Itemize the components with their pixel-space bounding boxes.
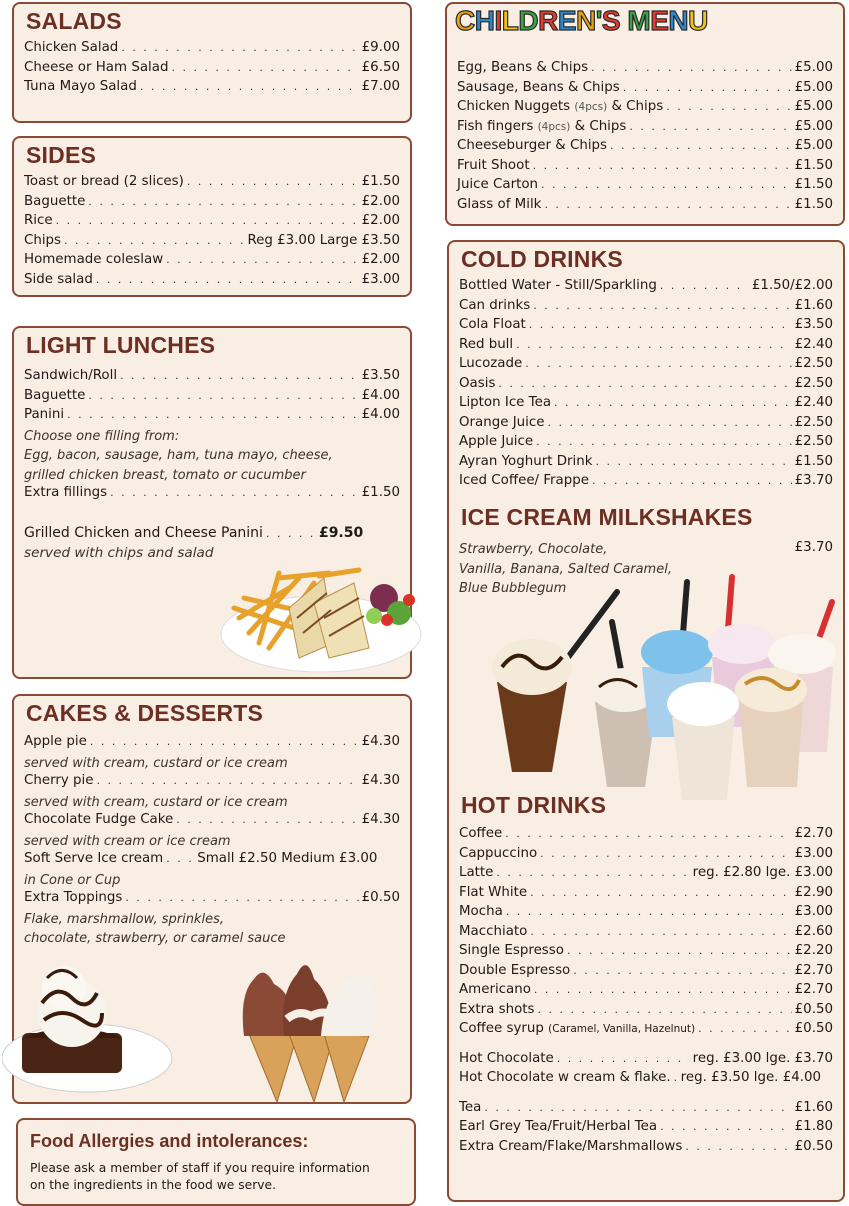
title-letter: ' — [595, 5, 602, 36]
menu-row: Sausage, Beans & Chips . . . £5.00 — [457, 80, 833, 100]
menu-row: Coffee . . . £2.70 — [459, 826, 833, 846]
light-lunches-list — [24, 368, 400, 564]
flavour-line: Vanilla, Banana, Salted Caramel, — [459, 561, 672, 577]
cakes-title: CAKES & DESSERTS — [26, 700, 264, 726]
menu-row: Fruit Shoot . . . £1.50 — [457, 158, 833, 178]
hot-drinks-title: HOT DRINKS — [461, 792, 607, 818]
milkshakes-title: ICE CREAM MILKSHAKES — [461, 504, 753, 530]
cold-drinks-list — [459, 278, 833, 493]
menu-row: Cappuccino . . . £3.00 — [459, 846, 833, 866]
menu-row: Double Espresso . . . £2.70 — [459, 963, 833, 983]
menu-row: Chips . . . Reg £3.00 Large £3.50 — [24, 233, 400, 253]
menu-row: Extra Cream/Flake/Marshmallows . . . £0.50 — [459, 1139, 833, 1159]
menu-row: Apple Juice . . . £2.50 — [459, 434, 833, 454]
milkshake-price: £3.70 — [794, 540, 833, 555]
menu-row: Hot Chocolate . . . reg. £3.00 lge. £3.70 — [459, 1051, 833, 1071]
menu-row: Bottled Water - Still/Sparkling . . . £1.50/£2.00 — [459, 278, 833, 298]
allergy-title: Food Allergies and intolerances: — [30, 1131, 309, 1151]
sides-list — [24, 174, 400, 291]
menu-row: Glass of Milk . . . £1.50 — [457, 197, 833, 217]
title-letter: I — [494, 5, 502, 36]
menu-row: Latte . . . reg. £2.80 lge. £3.00 — [459, 865, 833, 885]
flavour-line: Strawberry, Chocolate, — [459, 542, 608, 557]
menu-row: Chocolate Fudge Cake . . . £4.30 — [24, 812, 400, 832]
menu-row: Panini . . . £4.00 — [24, 407, 400, 427]
title-letter: H — [474, 5, 495, 36]
title-letter: L — [501, 5, 519, 36]
salads-title: SALADS — [26, 8, 122, 34]
special-note: served with chips and salad — [24, 545, 214, 561]
hot-drinks-list — [459, 826, 833, 1158]
menu-row: Grilled Chicken and Cheese Panini . . . £9.50 — [24, 525, 400, 545]
title-letter: E — [557, 5, 577, 36]
menu-row: Baguette . . . £2.00 — [24, 194, 400, 214]
menu-row: Sandwich/Roll . . . £3.50 — [24, 368, 400, 388]
menu-row: Toast or bread (2 slices) . . . £1.50 — [24, 174, 400, 194]
menu-row: Side salad . . . £3.00 — [24, 272, 400, 292]
menu-row: Rice . . . £2.00 — [24, 213, 400, 233]
childrens-menu-title — [455, 5, 708, 37]
menu-row: Ayran Yoghurt Drink . . . £1.50 — [459, 454, 833, 474]
sides-title: SIDES — [26, 142, 97, 168]
menu-row: Americano . . . £2.70 — [459, 982, 833, 1002]
salads-panel — [12, 2, 412, 123]
menu-row: Apple pie . . . £4.30 — [24, 734, 400, 754]
menu-row: Cola Float . . . £3.50 — [459, 317, 833, 337]
menu-row: Lipton Ice Tea . . . £2.40 — [459, 395, 833, 415]
menu-row: Juice Carton . . . £1.50 — [457, 177, 833, 197]
menu-row: Extra Toppings . . . £0.50 — [24, 890, 400, 910]
menu-row: Can drinks . . . £1.60 — [459, 298, 833, 318]
menu-row: Macchiato . . . £2.60 — [459, 924, 833, 944]
title-letter: S — [601, 5, 621, 36]
menu-row: Extra fillings . . . £1.50 — [24, 485, 400, 505]
title-letter: N — [668, 5, 689, 36]
light-lunches-title: LIGHT LUNCHES — [26, 332, 216, 358]
menu-row: Single Espresso . . . £2.20 — [459, 943, 833, 963]
childrens-menu-panel — [445, 2, 845, 226]
menu-row: Lucozade . . . £2.50 — [459, 356, 833, 376]
menu-row: Earl Grey Tea/Fruit/Herbal Tea . . . £1.80 — [459, 1119, 833, 1139]
cold-drinks-title: COLD DRINKS — [461, 246, 623, 272]
item-note: served with cream, custard or ice cream — [24, 755, 288, 771]
flavour-line: Blue Bubblegum — [459, 581, 567, 596]
menu-row: Red bull . . . £2.40 — [459, 337, 833, 357]
cakes-panel — [12, 694, 412, 1104]
menu-row: Soft Serve Ice cream . . . Small £2.50 Medium £3.00 — [24, 851, 400, 871]
menu-row: Flat White . . . £2.90 — [459, 885, 833, 905]
brownie-sundae-image — [2, 958, 177, 1098]
filling-note: Egg, bacon, sausage, ham, tuna mayo, cheese, — [24, 448, 333, 463]
ice-cream-cones-image — [219, 954, 394, 1104]
menu-row: Homemade coleslaw . . . £2.00 — [24, 252, 400, 272]
item-note: in Cone or Cup — [24, 872, 121, 888]
title-letter: R — [538, 5, 558, 36]
menu-row: Tuna Mayo Salad . . . £7.00 — [24, 79, 400, 99]
menu-row: Cherry pie . . . £4.30 — [24, 773, 400, 793]
menu-row: Iced Coffee/ Frappe . . . £3.70 — [459, 473, 833, 493]
menu-row: Chicken Salad . . . £9.00 — [24, 40, 400, 60]
filling-note: Choose one filling from: — [24, 428, 180, 444]
menu-row: Coffee syrup (Caramel, Vanilla, Hazelnut) . . . £0.50 — [459, 1021, 833, 1041]
childrens-list — [457, 60, 833, 216]
item-note: Flake, marshmallow, sprinkles, — [24, 911, 224, 927]
menu-row: Mocha . . . £3.00 — [459, 904, 833, 924]
menu-row: Oasis . . . £2.50 — [459, 376, 833, 396]
menu-row: Fish fingers (4pcs) & Chips . . . £5.00 — [457, 119, 833, 139]
title-letter: D — [518, 5, 539, 36]
menu-row: Orange Juice . . . £2.50 — [459, 415, 833, 435]
menu-row: Hot Chocolate w cream & flake. . . . reg. £3.50 lge. £4.00 — [459, 1070, 833, 1090]
item-note: chocolate, strawberry, or caramel sauce — [24, 931, 286, 946]
item-note: served with cream or ice cream — [24, 833, 231, 849]
filling-note: grilled chicken breast, tomato or cucumber — [24, 467, 306, 483]
menu-row: Baguette . . . £4.00 — [24, 388, 400, 408]
milkshakes-image — [477, 572, 842, 800]
drinks-panel — [447, 240, 845, 1202]
light-lunches-panel — [12, 326, 412, 679]
menu-row: Egg, Beans & Chips . . . £5.00 — [457, 60, 833, 80]
menu-row: Cheeseburger & Chips . . . £5.00 — [457, 138, 833, 158]
allergy-text: Please ask a member of staff if you require information on the ingredients in the food we serve. — [30, 1161, 370, 1192]
sides-panel — [12, 136, 412, 297]
allergy-panel — [16, 1118, 416, 1206]
menu-row: Cheese or Ham Salad . . . £6.50 — [24, 60, 400, 80]
menu-row: Chicken Nuggets (4pcs) & Chips . . . £5.00 — [457, 99, 833, 119]
menu-row: Tea . . . £1.60 — [459, 1100, 833, 1120]
salads-list — [24, 40, 400, 99]
title-letter: U — [688, 5, 708, 36]
panini-plate-image — [219, 558, 424, 676]
title-letter: C — [455, 5, 475, 36]
title-letter: M — [627, 5, 651, 36]
item-note: served with cream, custard or ice cream — [24, 794, 288, 810]
title-letter: N — [576, 5, 596, 36]
menu-row: Extra shots . . . £0.50 — [459, 1002, 833, 1022]
cakes-list — [24, 734, 400, 949]
title-letter: E — [650, 5, 669, 36]
